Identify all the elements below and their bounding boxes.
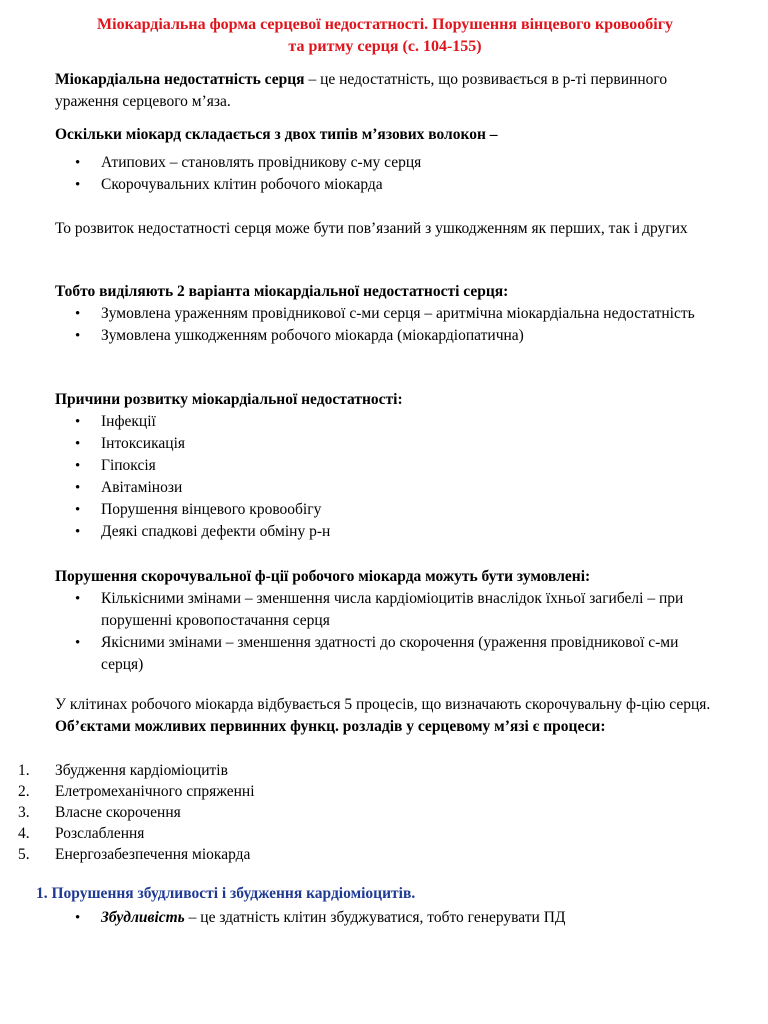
list-item <box>55 907 715 929</box>
contraction-list <box>55 588 715 676</box>
list-item: • Інтоксикація <box>55 433 715 455</box>
list-item <box>18 823 708 844</box>
item-text: Елетромеханічного спряженні <box>55 783 255 800</box>
causes-list <box>55 411 715 543</box>
list-item: • Якісними змінами – зменшення здатності до скорочення (ураження провідникової с-ми серця) <box>55 632 715 676</box>
excitability-term: Збудливість <box>101 909 185 926</box>
list-item: • Деякі спадкові дефекти обміну р-н <box>55 521 715 543</box>
definition-paragraph <box>55 69 715 113</box>
fibers-heading: Оскільки міокард складається з двох типів м’язових волокон – <box>55 126 498 143</box>
variants-heading: Тобто виділяють 2 варіанта міокардіальної недостатності серця: <box>55 283 509 300</box>
document-title <box>40 14 730 58</box>
list-item <box>18 781 708 802</box>
definition-term: Міокардіальна недостатність серця <box>55 71 305 88</box>
list-item: • Атипових – становлять провідникову с-му серця <box>55 152 715 174</box>
title-line-1: Міокардіальна форма серцевої недостатності. Порушення вінцевого кровообігу <box>97 16 673 33</box>
item-text: Розслаблення <box>55 825 145 842</box>
list-item: • Зумовлена ушкодженням робочого міокарда (міокардіопатична) <box>55 325 715 347</box>
processes-intro <box>55 694 715 738</box>
list-item: • Гіпоксія <box>55 455 715 477</box>
list-item: • Інфекції <box>55 411 715 433</box>
item-text: Енергозабезпечення міокарда <box>55 846 251 863</box>
list-item: • Порушення вінцевого кровообігу <box>55 499 715 521</box>
item-number: 2. <box>18 783 30 800</box>
variants-list <box>55 303 715 347</box>
list-item <box>18 844 708 865</box>
item-text: Збудження кардіоміоцитів <box>55 762 228 779</box>
processes-intro-bold: Об’єктами можливих первинних функц. розладів у серцевому м’язі є процеси: <box>55 718 606 735</box>
list-item: • Кількісними змінами – зменшення числа кардіоміоцитів внаслідок їхньої загибелі – при порушенні кровопостачання серця <box>55 588 715 632</box>
causes-heading: Причини розвитку міокардіальної недостатності: <box>55 391 403 408</box>
item-number: 4. <box>18 825 30 842</box>
list-item: • Авітамінози <box>55 477 715 499</box>
item-number: 5. <box>18 846 30 863</box>
processes-intro-text: У клітинах робочого міокарда відбувається 5 процесів, що визначають скорочувальну ф-цію серця. <box>55 696 711 713</box>
list-item: • Скорочувальних клітин робочого міокарда <box>55 174 715 196</box>
item-number: 1. <box>18 762 30 779</box>
contraction-heading: Порушення скорочувальної ф-ції робочого міокарда можуть бути зумовлені: <box>55 568 591 585</box>
definition-text: – це недостатність, що розвивається в р-ті первинного ураження серцевого м’яза. <box>55 71 668 110</box>
section-1-heading: 1. Порушення збудливості і збудження кардіоміоцитів. <box>36 885 416 902</box>
item-text: Власне скорочення <box>55 804 181 821</box>
processes-list <box>18 760 708 865</box>
list-item <box>18 802 708 823</box>
development-paragraph: То розвиток недостатності серця може бути пов’язаний з ушкодженням як перших, так і других <box>55 220 688 237</box>
fibers-list <box>55 152 715 196</box>
list-item <box>18 760 708 781</box>
item-number: 3. <box>18 804 30 821</box>
list-item: • Зумовлена ураженням провідникової с-ми серця – аритмічна міокардіальна недостатність <box>55 303 715 325</box>
excitability-text: – це здатність клітин збуджуватися, тобто генерувати ПД <box>184 909 566 926</box>
title-line-2: та ритму серця (с. 104-155) <box>288 38 482 55</box>
excitability-list <box>55 907 715 929</box>
